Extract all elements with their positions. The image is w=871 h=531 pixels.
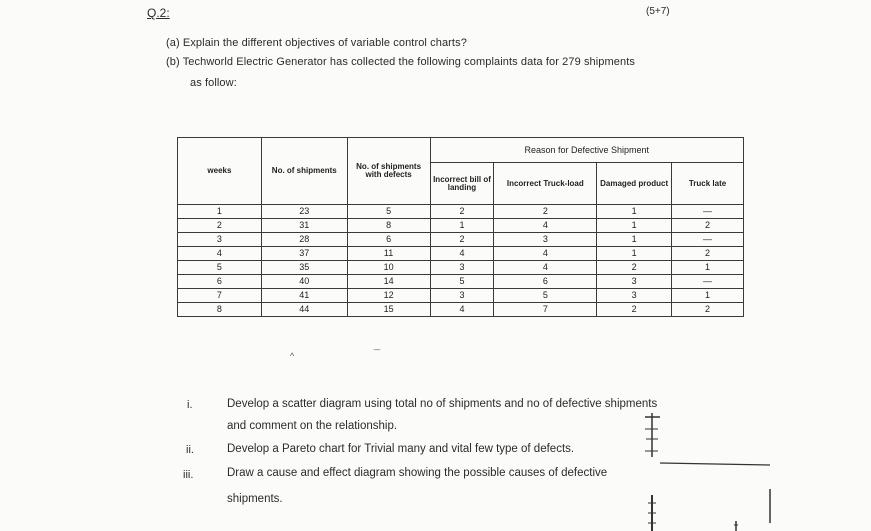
task-3-text-continued: shipments. [227,493,283,505]
cell: 41 [261,289,347,303]
cell: 4 [494,261,597,275]
cell: 1 [672,289,744,303]
col-header-damaged-product: Damaged product [597,163,672,205]
cell: 3 [494,233,597,247]
question-label: Q.2: [147,6,170,20]
cell: 2 [178,219,262,233]
cell: 2 [430,233,494,247]
cell: 14 [347,275,430,289]
cell: — [672,205,744,219]
cell: 1 [430,219,494,233]
task-2-number: ii. [186,444,194,456]
col-header-incorrect-truckload: Incorrect Truck-load [494,163,597,205]
cell: 35 [261,261,347,275]
cell: 4 [494,219,597,233]
cell: 5 [178,261,262,275]
cell: 44 [261,303,347,317]
cell: 10 [347,261,430,275]
group-header-reasons: Reason for Defective Shipment [430,138,743,163]
cell: 2 [494,205,597,219]
cell: 2 [672,247,744,261]
cell: 4 [178,247,262,261]
task-3-text: Draw a cause and effect diagram showing the possible causes of defective [227,467,608,479]
marks-allocation: (5+7) [646,6,670,17]
cell: 1 [597,205,672,219]
cell: 28 [261,233,347,247]
part-b-text: (b) Techworld Electric Generator has collected the following complaints data for 279 shipments [166,56,635,68]
cell: 2 [597,261,672,275]
task-2-text: Develop a Pareto chart for Trivial many and vital few type of defects. [227,443,575,455]
cell: 3 [178,233,262,247]
table-row [178,247,744,261]
col-header-truck-late: Truck late [672,163,744,205]
cell: 5 [494,289,597,303]
cell: 37 [261,247,347,261]
cell: 8 [347,219,430,233]
cell: 1 [597,219,672,233]
task-3-number: iii. [183,469,194,481]
part-a-text: (a) Explain the different objectives of variable control charts? [166,37,467,49]
cell: 31 [261,219,347,233]
task-1-text-continued: and comment on the relationship. [227,420,398,432]
cell: 1 [178,205,262,219]
col-header-shipments: No. of shipments [261,138,347,205]
cell: 5 [430,275,494,289]
col-header-defective-shipments: No. of shipments with defects [347,138,430,205]
task-1-number: i. [187,399,193,411]
col-header-weeks: weeks [178,138,262,205]
cell: 15 [347,303,430,317]
cell: 6 [347,233,430,247]
cell: 7 [494,303,597,317]
part-b-continuation: as follow: [190,77,237,89]
pen-scribble [600,405,871,531]
table-row [178,205,744,219]
cell: 2 [597,303,672,317]
cell: 4 [430,303,494,317]
table-row [178,261,744,275]
cell: 7 [178,289,262,303]
cell: 40 [261,275,347,289]
cell: 1 [672,261,744,275]
pen-mark-total: ‾‾ [374,349,380,359]
col-header-incorrect-bill: Incorrect bill of landing [430,163,494,205]
table-row [178,275,744,289]
cell: 4 [430,247,494,261]
cell: 6 [178,275,262,289]
complaints-table [177,137,744,317]
cell: 11 [347,247,430,261]
cell: 3 [597,289,672,303]
table-row [178,289,744,303]
cell: 2 [672,303,744,317]
cell: 1 [597,233,672,247]
cell: 12 [347,289,430,303]
cell: 5 [347,205,430,219]
cell: 3 [430,261,494,275]
table-body [178,205,744,317]
cell: 2 [430,205,494,219]
cell: 6 [494,275,597,289]
cell: 1 [597,247,672,261]
table-row [178,303,744,317]
cell: 4 [494,247,597,261]
task-1-text: Develop a scatter diagram using total no of shipments and no of defective shipments [227,398,658,410]
cell: 3 [597,275,672,289]
cell: 3 [430,289,494,303]
cell: — [672,233,744,247]
pen-mark-caret: ^ [290,351,295,361]
cell: 2 [672,219,744,233]
cell: — [672,275,744,289]
table-row [178,219,744,233]
table-row [178,233,744,247]
cell: 23 [261,205,347,219]
cell: 8 [178,303,262,317]
